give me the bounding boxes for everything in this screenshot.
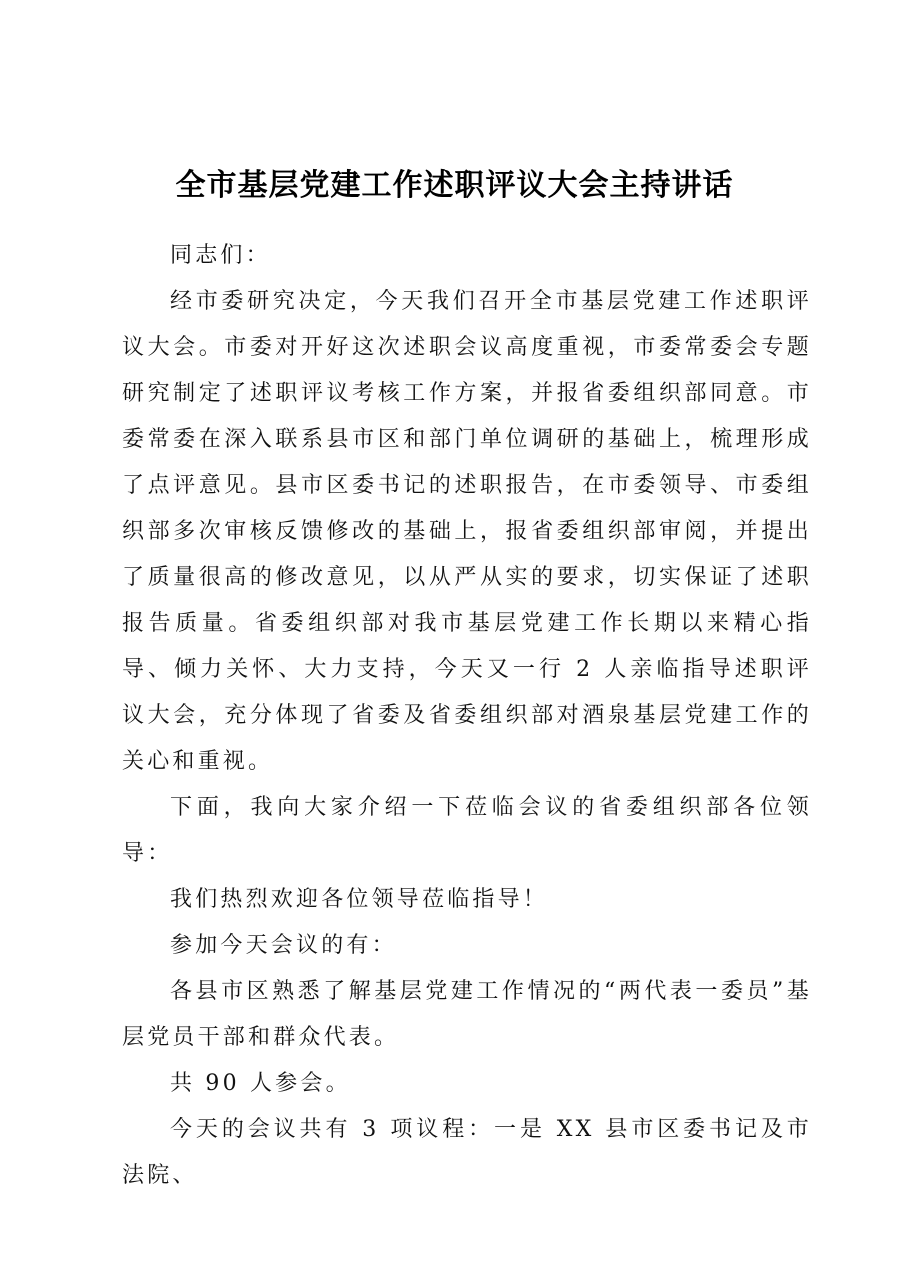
paragraph-attendee-count: 共 90 人参会。 bbox=[170, 1071, 351, 1096]
salutation: 同志们： bbox=[170, 243, 271, 268]
document-title: 全市基层党建工作述职评议大会主持讲话 bbox=[175, 168, 734, 203]
paragraph-agenda: 今天的会议共有 3 项议程：一是 XX 县市区委书记及市法院、 bbox=[122, 1117, 812, 1188]
paragraph-attendees: 各县市区熟悉了解基层党建工作情况的“两代表一委员”基层党员干部和群众代表。 bbox=[122, 979, 812, 1050]
paragraph-attendees-heading: 参加今天会议的有： bbox=[170, 933, 397, 958]
document-body bbox=[122, 233, 812, 1199]
paragraph-intro: 经市委研究决定，今天我们召开全市基层党建工作述职评议大会。市委对开好这次述职会议高度重视，市委常委会专题研究制定了述职评议考核工作方案，并报省委组织部同意。市委常委在深入联系县市区和部门单位调研的基础上，梳理形成了点评意见。县市区委书记的述职报告，在市委领导、市委组织部多次审核反馈修改的基础上，报省委组织部审阅，并提出了质量很高的修改意见，以从严从实的要求，切实保证了述职报告质量。省委组织部对我市基层党建工作长期以来精心指导、倾力关怀、大力支持，今天又一行 2 人亲临指导述职评议大会，充分体现了省委及省委组织部对酒泉基层党建工作的关心和重视。 bbox=[122, 289, 812, 774]
paragraph-introduce-leaders: 下面，我向大家介绍一下莅临会议的省委组织部各位领导： bbox=[122, 795, 812, 866]
paragraph-welcome: 我们热烈欢迎各位领导莅临指导！ bbox=[170, 887, 549, 912]
